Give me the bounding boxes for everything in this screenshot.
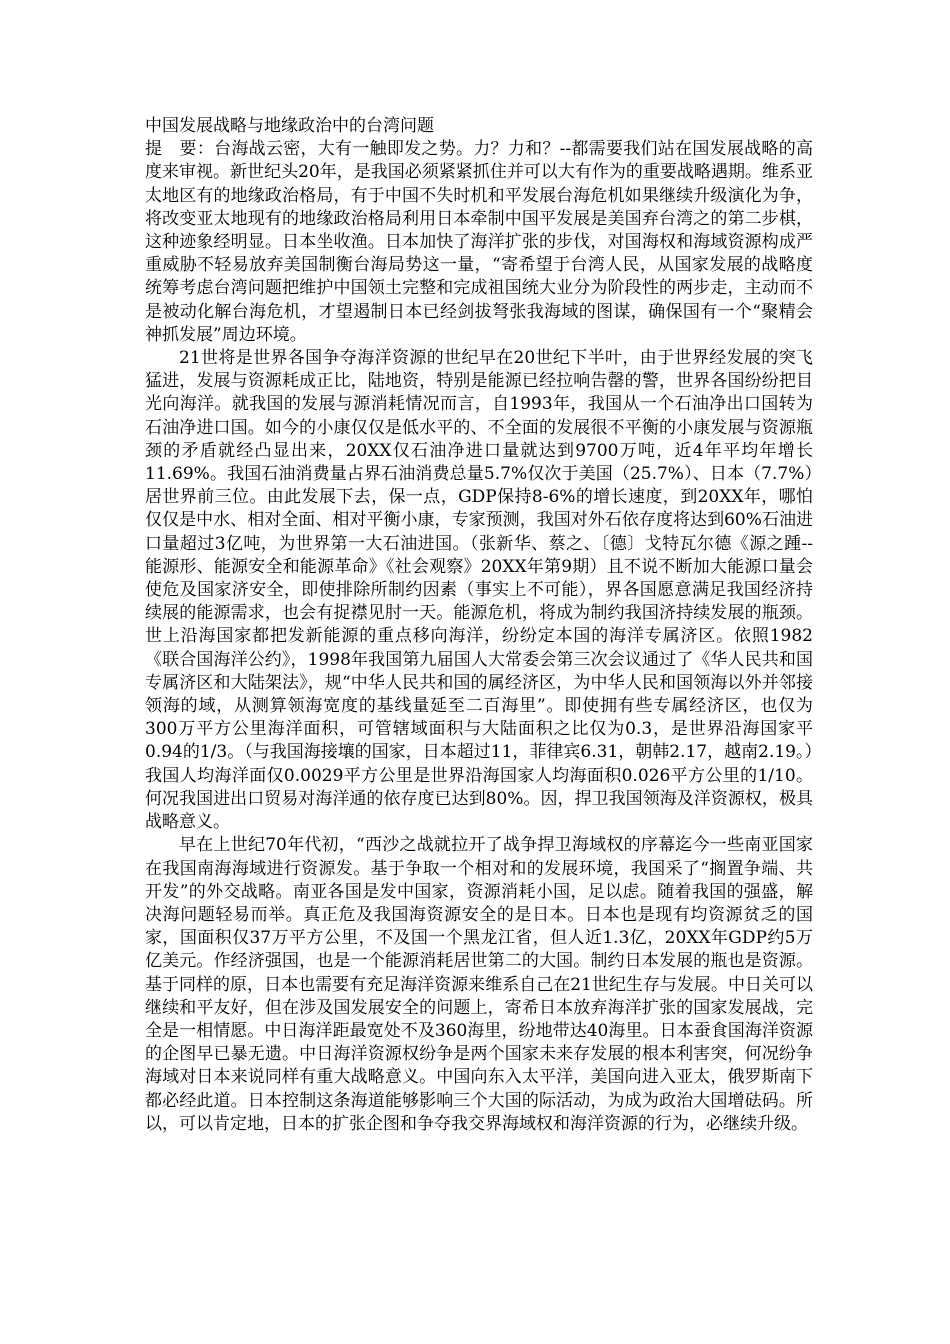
abstract-paragraph: 提 要：台海战云密，大有一触即发之势。力？力和？--都需要我们站在国发展战略的高度来审视。新世纪头20年，是我国必须紧紧抓住并可以大有作为的重要战略遇期。维系亚太地区有的地缘政治格局，有于中国不失时机和平发展台海危机如果继续升级演化为争，将改变亚太地现有的地缘政治格局利用日本牵制中国平发展是美国弃台湾之的第二步棋，这种迹象经明显。日本坐收渔。日本加快了海洋扩张的步伐，对国海权和海域资源构成严重威胁不轻易放弃美国制衡台海局势这一量，“寄希望于台湾人民，从国家发展的战略度统筹考虑台湾问题把维护中国领土完整和完成祖国统大业分为阶段性的两步走，主动而不是被动化解台海危机，才望遏制日本已经剑拔弩张我海域的图谋，确保国有一个“聚精会神抓发展”周边环境。	[145, 139, 813, 345]
document-body	[145, 115, 813, 1136]
document-title: 中国发展战略与地缘政治中的台湾问题	[145, 116, 434, 136]
body-paragraph: 21世将是世界各国争夺海洋资源的世纪早在20世纪下半叶，由于世界经发展的突飞猛进，发展与资源耗成正比，陆地资，特别是能源已经拉响告罄的警，世界各国纷纷把目光向海洋。就我国的发展与源消耗情况而言，自1993年，我国从一个石油净出口国转为石油净进口国。如今的小康仅仅是低水平的、不全面的发展很不平衡的小康发展与资源瓶颈的矛盾就经凸显出来，20XX仅石油净进口量就达到9700万吨，近4年平均年增长11.69%。我国石油消费量占界石油消费总量5.7%仅次于美国（25.7%）、日本（7.7%）居世界前三位。由此发展下去，保一点，GDP保持8-6%的增长速度，到20XX年，哪怕仅仅是中水、相对全面、相对平衡小康，专家预测，我国对外石依存度将达到60%石油进口量超过3亿吨，为世界第一大石油进国。（张新华、蔡之、〔德〕戈特瓦尔德《源之踵--能源形、能源安全和能源革命》《社会观察》20XX年第9期）且不说不断加大能源口量会使危及国家济安全，即使排除所制约因素（事实上不可能），界各国愿意满足我国经济持续展的能源需求，也会有捉襟见肘一天。能源危机，将成为制约我国济持续发展的瓶颈。世上沿海国家都把发新能源的重点移向海洋，纷纷定本国的海洋专属济区。依照1982《联合国海洋公约》，1998年我国第九届国人大常委会第三次会议通过了《华人民共和国专属济区和大陆架法》，规“中华人民共和国的属经济区，为中华人民和国领海以外并邻接领海的域，从测算领海宽度的基线量延至二百海里”。即使拥有些专属经济区，也仅为300万平方公里海洋面积，可管辖域面积与大陆面积之比仅为0.3，是世界沿海国家平0.94的1/3。（与我国海接壤的国家，日本超过11，菲律宾6.31，朝韩2.17，越南2.19。）我国人均海洋面仅0.0029平方公里是世界沿海国家人均海面积0.026平方公里的1/10。何况我国进出口贸易对海洋通的依存度已达到80%。因，捍卫我国领海及洋资源权，极具战略意义。	[145, 348, 813, 833]
body-paragraph: 早在上世纪70年代初，“西沙之战就拉开了战争捍卫海域权的序幕迄今一些南亚国家在我国南海海域进行资源发。基于争取一个相对和的发展环境，我国采了“搁置争端、共开发”的外交战略。南亚各国是发中国家，资源消耗小国，足以虑。随着我国的强盛，解决海问题轻易而举。真正危及我国海资源安全的是日本。日本也是现有均资源贫乏的国家，国面积仅37万平方公里，不及国一个黑龙江省，但人近1.3亿，20XX年GDP约5万亿美元。作经济强国，也是一个能源消耗居世第二的大国。制约日本发展的瓶也是资源。基于同样的原，日本也需要有充足海洋资源来维系自己在21世纪生存与发展。中日关可以继续和平友好，但在涉及国发展安全的问题上，寄希日本放弃海洋扩张的国家发展战，完全是一相情愿。中日海洋距最宽处不及360海里，纷地带达40海里。日本蚕食国海洋资源的企图早已暴无遗。中日海洋资源权纷争是两个国家未来存发展的根本利害突，何况纷争海域对日本来说同样有重大战略意义。中国向东入太平洋，美国向进入亚太，俄罗斯南下都必经此道。日本控制这条海道能够影响三个大国的际活动，为成为政治大国增砝码。所以，可以肯定地，日本的扩张企图和争夺我交界海域权和海洋资源的行为，必继续升级。	[145, 835, 813, 1134]
